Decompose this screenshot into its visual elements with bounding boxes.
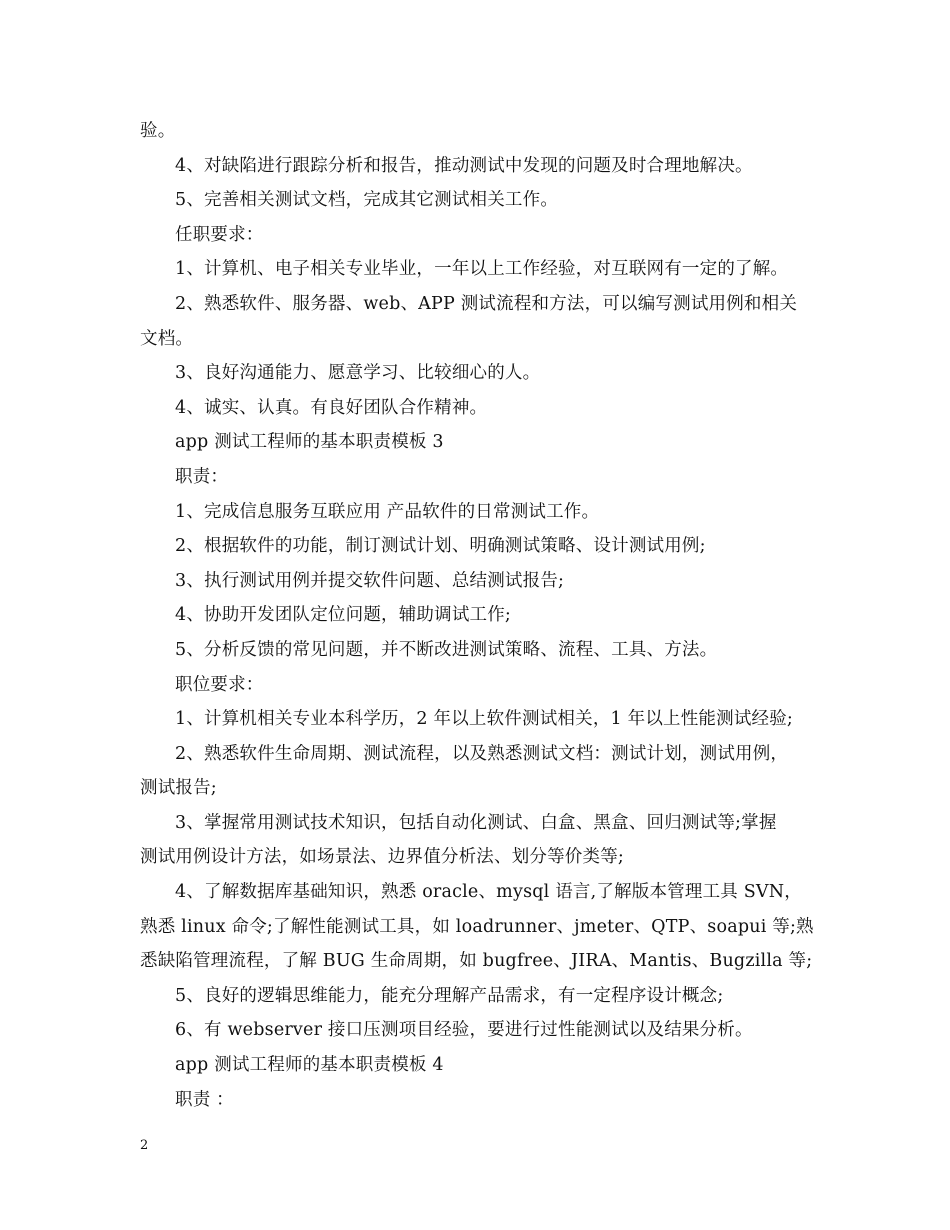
text-line: 1、完成信息服务互联应用 产品软件的日常测试工作。 <box>175 501 600 522</box>
text-line: 测试用例设计方法，如场景法、边界值分析法、划分等价类等; <box>140 847 624 868</box>
text-line: 文档。 <box>140 328 194 349</box>
text-line: 3、良好沟通能力、愿意学习、比较细心的人。 <box>175 363 541 384</box>
text-line: 职责： <box>175 466 229 487</box>
text-line: 测试报告; <box>140 778 217 799</box>
text-line: 熟悉 linux 命令;了解性能测试工具，如 loadrunner、jmeter、QTP、soapui 等;熟 <box>140 916 814 937</box>
text-line: 1、计算机相关专业本科学历，2 年以上软件测试相关，1 年以上性能测试经验; <box>175 709 794 730</box>
text-line: 职位要求： <box>175 674 264 695</box>
text-line: 4、对缺陷进行跟踪分析和报告，推动测试中发现的问题及时合理地解决。 <box>175 155 753 176</box>
text-line: 2、根据软件的功能，制订测试计划、明确测试策略、设计测试用例; <box>175 536 706 557</box>
text-line: 任职要求： <box>175 224 264 245</box>
text-line: 4、了解数据库基础知识，熟悉 oracle、mysql 语言,了解版本管理工具 SVN， <box>175 882 802 903</box>
text-line: 5、完善相关测试文档，完成其它测试相关工作。 <box>175 190 559 211</box>
text-line: 4、协助开发团队定位问题，辅助调试工作; <box>175 605 512 626</box>
page-number: 2 <box>140 1138 149 1153</box>
text-line: app 测试工程师的基本职责模板 3 <box>175 432 444 453</box>
text-line: 4、诚实、认真。有良好团队合作精神。 <box>175 397 488 418</box>
text-line: 1、计算机、电子相关专业毕业，一年以上工作经验，对互联网有一定的了解。 <box>175 259 789 280</box>
text-line: 2、熟悉软件生命周期、测试流程，以及熟悉测试文档：测试计划，测试用例， <box>175 743 789 764</box>
document-body <box>140 114 830 1117</box>
text-line: 5、分析反馈的常见问题，并不断改进测试策略、流程、工具、方法。 <box>175 639 718 660</box>
text-line: 2、熟悉软件、服务器、web、APP 测试流程和方法，可以编写测试用例和相关 <box>175 293 798 314</box>
text-line: app 测试工程师的基本职责模板 4 <box>175 1055 444 1076</box>
text-line: 职责 ： <box>175 1089 234 1110</box>
text-line: 3、掌握常用测试技术知识，包括自动化测试、白盒、黑盒、回归测试等;掌握 <box>175 812 777 833</box>
text-line: 验。 <box>140 121 176 141</box>
text-line: 5、良好的逻辑思维能力，能充分理解产品需求，有一定程序设计概念; <box>175 985 724 1006</box>
text-line: 3、执行测试用例并提交软件问题、总结测试报告; <box>175 570 565 591</box>
text-line: 悉缺陷管理流程，了解 BUG 生命周期，如 bugfree、JIRA、Mantis、Bugzilla 等; <box>140 951 813 972</box>
text-line: 6、有 webserver 接口压测项目经验，要进行过性能测试以及结果分析。 <box>175 1020 753 1041</box>
